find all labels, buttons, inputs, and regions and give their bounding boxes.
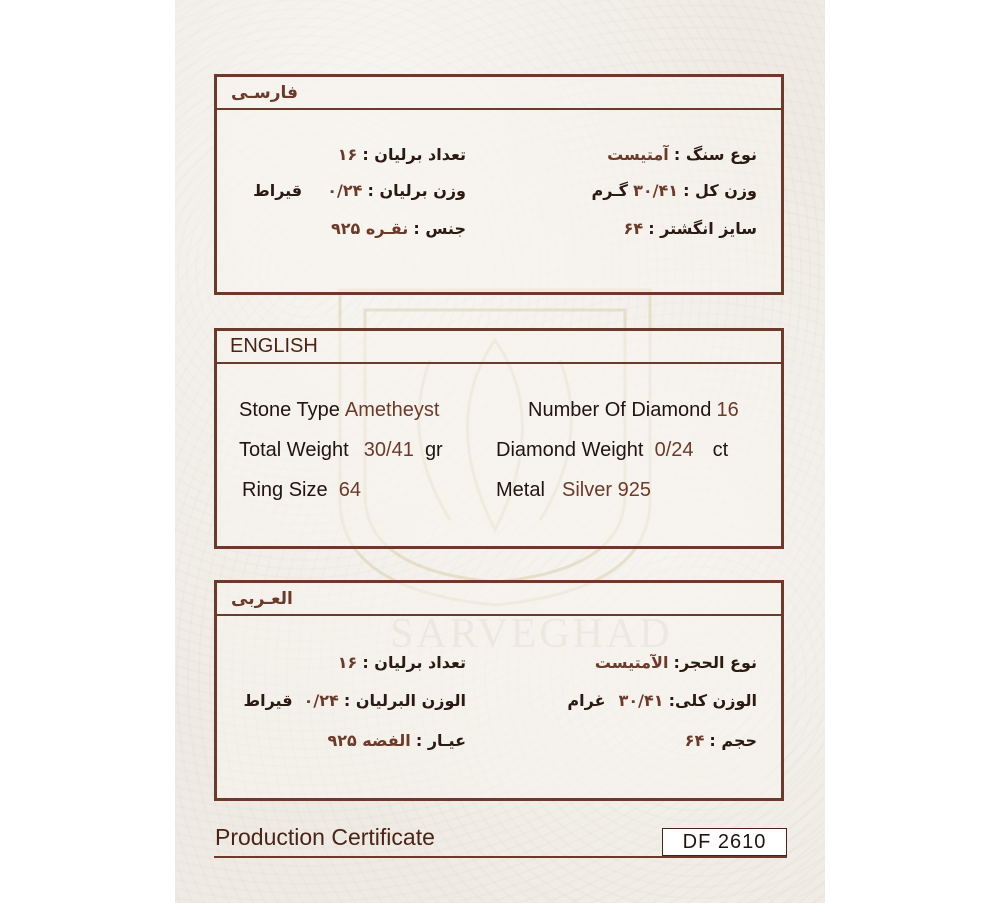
persian-section-title: فارسـی bbox=[231, 82, 299, 103]
arabic-section bbox=[214, 580, 784, 801]
persian-section bbox=[214, 74, 784, 295]
english-section-title: ENGLISH bbox=[230, 335, 318, 357]
persian-stone-type: نوع سنگ : آمتیست bbox=[607, 145, 757, 164]
persian-total-weight: وزن کل : ۳۰/۴۱ گـرم bbox=[591, 181, 757, 200]
persian-ring-size: سایز انگشتر : ۶۴ bbox=[623, 219, 757, 238]
arabic-stone-type: نوع الحجر: الآمتیست bbox=[594, 653, 757, 672]
certificate-card bbox=[175, 0, 825, 903]
arabic-metal: عیـار : الفضه ۹۲۵ bbox=[327, 731, 466, 750]
persian-diamond-weight: وزن برلیان : ۰/۲۴ قیراط bbox=[253, 181, 466, 200]
english-section-header bbox=[217, 331, 781, 364]
english-total-weight: Total Weight 30/41 gr bbox=[239, 439, 443, 461]
arabic-total-weight: الوزن کلی: ۳۰/۴۱ غرام bbox=[567, 691, 757, 710]
footer-divider bbox=[214, 856, 787, 858]
english-diamond-weight: Diamond Weight 0/24 ct bbox=[496, 439, 729, 461]
persian-section-header bbox=[217, 77, 781, 110]
certificate-code: DF 2610 bbox=[662, 828, 787, 856]
english-section bbox=[214, 328, 784, 549]
persian-metal: جنس : نقـره ۹۲۵ bbox=[330, 219, 466, 238]
english-stone-type: Stone Type Ametheyst bbox=[239, 399, 440, 421]
arabic-diamond-weight: الوزن البرلیان : ۰/۲۴ قیراط bbox=[243, 691, 466, 710]
english-diamond-count: Number Of Diamond 16 bbox=[528, 399, 739, 421]
arabic-diamond-count: تعداد برلیان : ۱۶ bbox=[337, 653, 466, 672]
persian-diamond-count: تعداد برلیان : ۱۶ bbox=[337, 145, 466, 164]
arabic-section-header bbox=[217, 583, 781, 616]
english-ring-size: Ring Size 64 bbox=[242, 479, 361, 501]
arabic-size: حجم : ۶۴ bbox=[684, 731, 757, 750]
english-metal: Metal Silver 925 bbox=[496, 479, 651, 501]
arabic-section-title: العـربی bbox=[231, 588, 293, 609]
production-certificate-title: Production Certificate bbox=[215, 824, 435, 850]
